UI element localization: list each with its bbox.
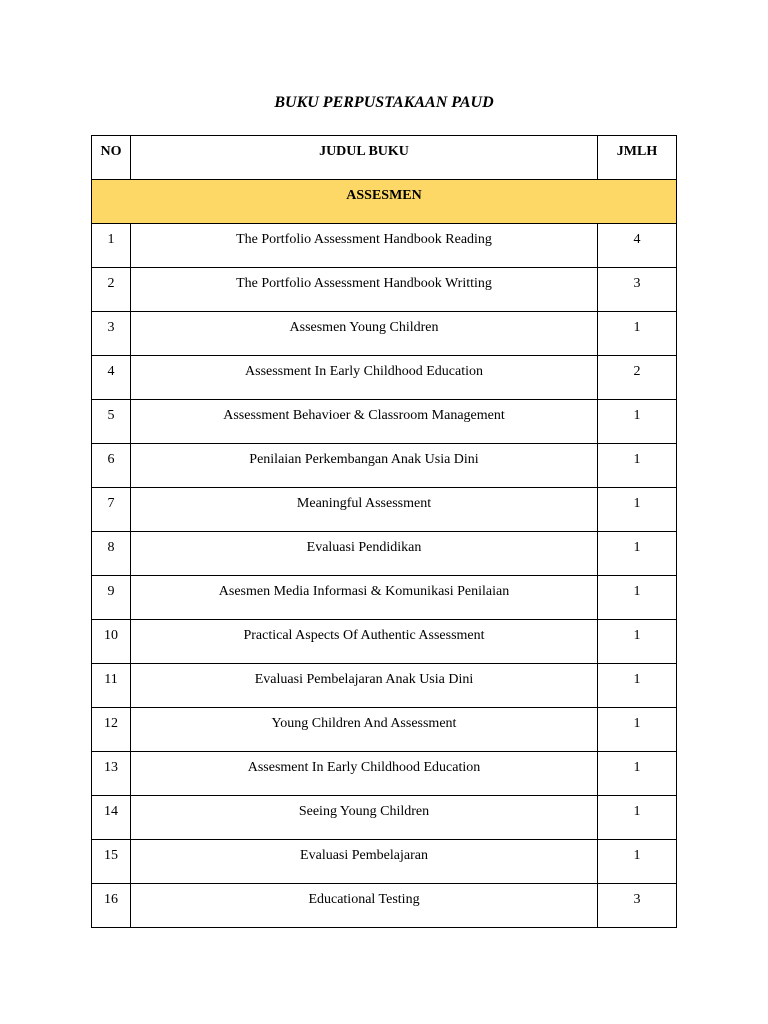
book-quantity: 1 (633, 672, 641, 687)
book-title: Seeing Young Children (298, 804, 430, 819)
row-number-cell (92, 488, 131, 532)
book-title: Young Children And Assessment (271, 716, 457, 731)
column-header-no-label: NO (100, 144, 122, 159)
table-row (92, 664, 677, 708)
book-quantity: 4 (633, 232, 641, 247)
book-title: Evaluasi Pembelajaran Anak Usia Dini (254, 672, 474, 687)
book-quantity: 3 (633, 276, 641, 291)
book-title: Asesmen Media Informasi & Komunikasi Penilaian (218, 584, 510, 599)
book-quantity-cell (598, 488, 677, 532)
row-number: 6 (107, 452, 115, 467)
table-row (92, 840, 677, 884)
table-row (92, 576, 677, 620)
book-quantity-cell (598, 532, 677, 576)
book-title: Assesment In Early Childhood Education (247, 760, 481, 775)
book-quantity-cell (598, 576, 677, 620)
row-number: 11 (104, 672, 118, 687)
book-quantity: 1 (633, 452, 641, 467)
book-quantity-cell (598, 620, 677, 664)
book-quantity: 2 (633, 364, 641, 379)
book-quantity-cell (598, 224, 677, 268)
row-number: 13 (104, 760, 118, 775)
column-header-qty (598, 136, 677, 180)
book-quantity: 1 (633, 716, 641, 731)
book-title-cell (131, 840, 598, 884)
row-number-cell (92, 532, 131, 576)
table-row (92, 752, 677, 796)
row-number-cell (92, 576, 131, 620)
book-title-cell (131, 576, 598, 620)
book-quantity-cell (598, 708, 677, 752)
book-quantity: 1 (633, 320, 641, 335)
table-row (92, 444, 677, 488)
row-number-cell (92, 708, 131, 752)
book-title-cell (131, 620, 598, 664)
table-row (92, 532, 677, 576)
book-quantity-cell (598, 268, 677, 312)
section-row (92, 180, 677, 224)
book-quantity: 1 (633, 540, 641, 555)
book-title-cell (131, 400, 598, 444)
book-title: Penilaian Perkembangan Anak Usia Dini (249, 452, 479, 467)
book-title: Assessment Behavioer & Classroom Management (223, 408, 505, 423)
column-header-title-label: JUDUL BUKU (319, 144, 409, 159)
book-title: Meaningful Assessment (296, 496, 432, 511)
book-quantity-cell (598, 796, 677, 840)
row-number: 12 (104, 716, 118, 731)
book-title-cell (131, 532, 598, 576)
table-row (92, 400, 677, 444)
book-title-cell (131, 312, 598, 356)
book-quantity: 3 (633, 892, 641, 907)
book-title-cell (131, 664, 598, 708)
row-number-cell (92, 620, 131, 664)
book-title-cell (131, 356, 598, 400)
table-row (92, 884, 677, 928)
table-row (92, 620, 677, 664)
book-quantity-cell (598, 884, 677, 928)
row-number: 9 (107, 584, 115, 599)
book-quantity-cell (598, 400, 677, 444)
column-header-title (131, 136, 598, 180)
book-title: Assesmen Young Children (289, 320, 439, 335)
book-quantity: 1 (633, 628, 641, 643)
table-row (92, 796, 677, 840)
book-title-cell (131, 444, 598, 488)
section-label: ASSESMEN (346, 188, 422, 203)
row-number: 3 (107, 320, 115, 335)
book-title-cell (131, 884, 598, 928)
book-title: Evaluasi Pembelajaran (300, 848, 428, 863)
book-quantity: 1 (633, 760, 641, 775)
book-title-cell (131, 224, 598, 268)
row-number-cell (92, 664, 131, 708)
book-quantity: 1 (633, 848, 641, 863)
row-number: 1 (107, 232, 115, 247)
book-quantity-cell (598, 840, 677, 884)
book-quantity: 1 (633, 584, 641, 599)
row-number-cell (92, 224, 131, 268)
row-number: 16 (104, 892, 118, 907)
row-number-cell (92, 884, 131, 928)
row-number-cell (92, 752, 131, 796)
row-number: 15 (104, 848, 118, 863)
row-number-cell (92, 444, 131, 488)
book-title: Educational Testing (308, 892, 420, 907)
books-table (91, 135, 677, 928)
row-number: 7 (107, 496, 115, 511)
book-title-cell (131, 488, 598, 532)
book-title: Practical Aspects Of Authentic Assessment (243, 628, 485, 643)
book-title-cell (131, 708, 598, 752)
row-number-cell (92, 796, 131, 840)
book-quantity-cell (598, 312, 677, 356)
book-quantity: 1 (633, 408, 641, 423)
row-number: 14 (104, 804, 118, 819)
table-row (92, 708, 677, 752)
book-title-cell (131, 752, 598, 796)
row-number-cell (92, 268, 131, 312)
table-row (92, 356, 677, 400)
book-quantity-cell (598, 752, 677, 796)
book-quantity: 1 (633, 804, 641, 819)
table-body (92, 180, 677, 928)
book-title-cell (131, 268, 598, 312)
table-header-row (92, 136, 677, 180)
row-number-cell (92, 840, 131, 884)
book-quantity-cell (598, 664, 677, 708)
book-title: Assessment In Early Childhood Education (245, 364, 483, 379)
row-number: 8 (107, 540, 115, 555)
book-title: The Portfolio Assessment Handbook Reading (236, 232, 492, 247)
row-number-cell (92, 312, 131, 356)
column-header-no (92, 136, 131, 180)
row-number: 5 (107, 408, 115, 423)
table-row (92, 224, 677, 268)
book-quantity-cell (598, 356, 677, 400)
row-number-cell (92, 400, 131, 444)
row-number: 2 (107, 276, 115, 291)
row-number-cell (92, 356, 131, 400)
book-quantity: 1 (633, 496, 641, 511)
row-number: 10 (104, 628, 118, 643)
book-quantity-cell (598, 444, 677, 488)
table-row (92, 268, 677, 312)
column-header-qty-label: JMLH (616, 144, 658, 159)
section-cell (92, 180, 677, 224)
table-row (92, 488, 677, 532)
book-title-cell (131, 796, 598, 840)
row-number: 4 (107, 364, 115, 379)
table-row (92, 312, 677, 356)
book-title: Evaluasi Pendidikan (306, 540, 422, 555)
book-title: The Portfolio Assessment Handbook Writting (236, 276, 492, 291)
page-title: BUKU PERPUSTAKAAN PAUD (274, 94, 494, 111)
